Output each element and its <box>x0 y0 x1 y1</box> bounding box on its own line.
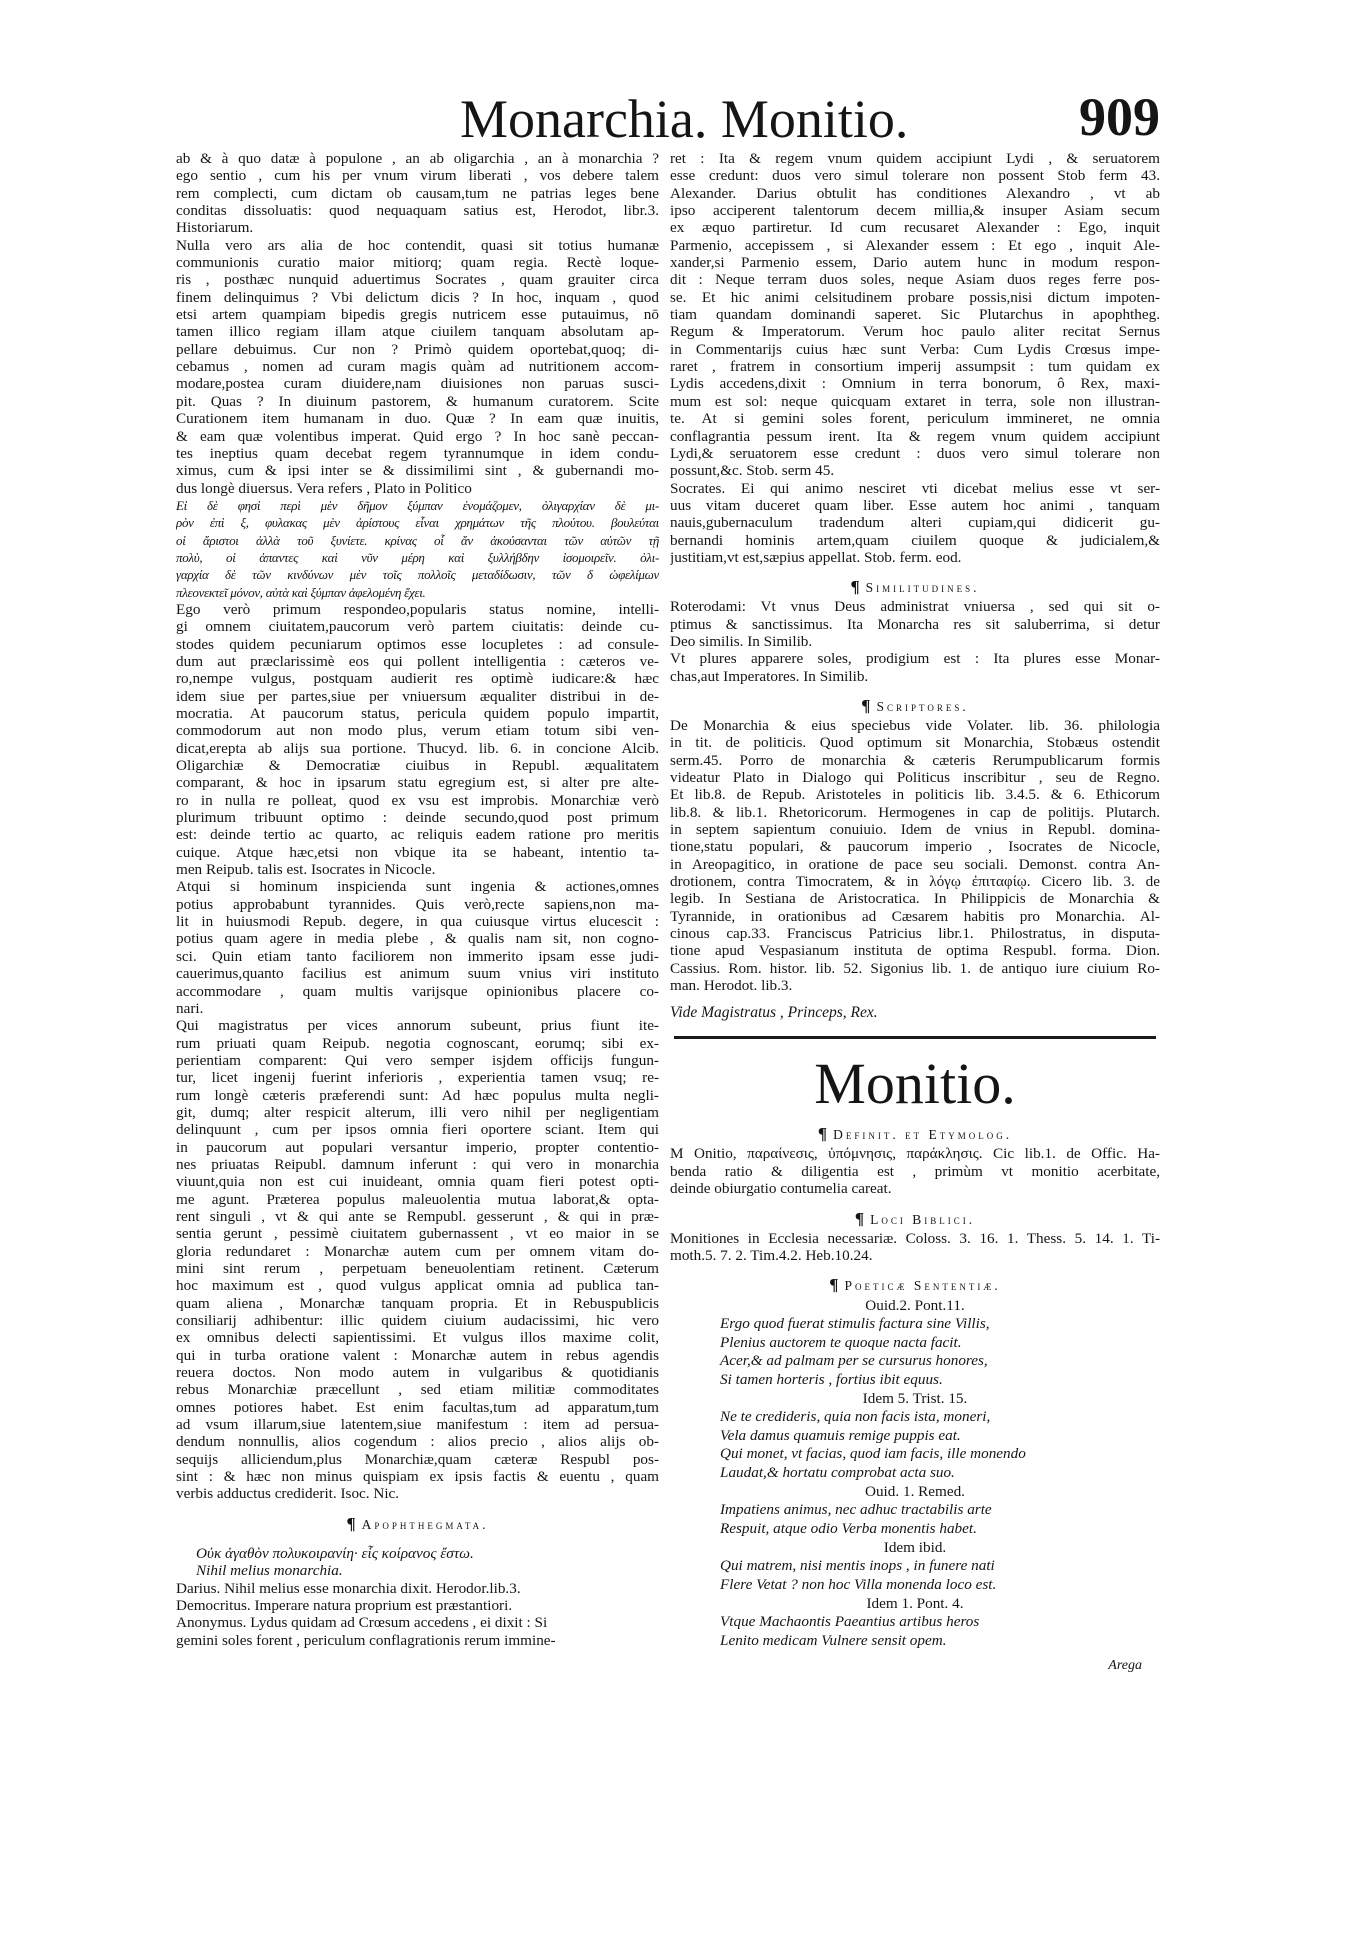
text-line: in Areopagitico, in oratione de pace seu sociali. Demonst. contra An- <box>670 855 1160 873</box>
definition-line: M Onitio, παραίνεσις, ὑπόμνησις, παράκλησις. Cic lib.1. de Offic. Ha- <box>670 1145 1160 1163</box>
apophthegm-line: gemini soles forent , periculum conflagrationis rerum immine- <box>176 1631 556 1649</box>
monarchia-text-block-1 <box>176 150 659 497</box>
text-line: hoc maximum est , quod vulgus applicat omnia ad publica tan- <box>176 1277 659 1295</box>
text-line: verbis adductus crediderit. Isoc. Nic. <box>176 1485 400 1503</box>
catchword: Arega <box>1108 1657 1142 1673</box>
text-line: Deo similis. In Similib. <box>670 632 813 650</box>
monarchia-text-block-3 <box>176 1017 659 1503</box>
text-line: omnes potiores habet. Est enim facultas,tum ad apparatum,tum <box>176 1398 659 1416</box>
verse-line: Plenius auctorem te quoque nacta facit. <box>720 1333 962 1351</box>
text-line: ex omnibus delecti sapientissimi. Et vulgus illos maxime colit, <box>176 1329 659 1347</box>
text-line: te. At si gemini soles forent, periculum immineret, ne omnia <box>670 410 1160 428</box>
text-line: ret : Ita & regem vnum quidem accipiunt Lydi , & seruatorem <box>670 150 1160 167</box>
pilcrow-icon: ¶ <box>817 1124 828 1144</box>
text-line: ro,nempe vulgus, postquam audierit res optimè iudicare:& hæc <box>176 670 659 688</box>
verse-line: Impatiens animus, nec adhuc tractabilis arte <box>720 1501 992 1519</box>
text-line: Roterodami: Vt vnus Deus administrat vniuersa , sed qui sit o- <box>670 598 1160 616</box>
verse-line: Respuit, atque odio Verba monentis habet. <box>720 1519 977 1537</box>
text-line: pellare debuimus. Cur non ? Primò quidem oportebat,quoq; di- <box>176 340 659 358</box>
text-line: ro in nulla re polleat, quod ex vsu est improbis. Monarchiæ verò <box>176 791 659 809</box>
text-line: consiliarij adhibentur: illic quidem ciuium audacissimi, hic vero <box>176 1312 659 1330</box>
text-line: Ego verò primum respondeo,popularis status nomine, intelli- <box>176 600 659 618</box>
verse-line: Ne te credideris, quia non facis ista, moneri, <box>720 1408 991 1426</box>
apophthegm-line: Anonymus. Lydus quidam ad Crœsum accedens , ei dixit : Si <box>176 1614 548 1632</box>
text-line: Oligarchiæ & Democratiæ ciuibus in Republ. æqualitatem <box>176 757 659 775</box>
text-line: raret , fratrem in consortium imperij assumpsit : tum quidam ex <box>670 358 1160 376</box>
text-line: rent singuli , vt & qui ante se Rempubl. gesserunt , & qui in præ- <box>176 1207 659 1225</box>
text-line: cinous cap.33. Franciscus Patricius libr.1. Philostratus, in disputa- <box>670 925 1160 943</box>
verse-line: Acer,& ad palmam per se cursurus honores, <box>720 1352 988 1370</box>
text-line: git, dumq; alter respicit alterum, illi vero nihil per negligentiam <box>176 1103 659 1121</box>
text-line: rum longè cæteris præferendi sunt: Ad hæc populus multa negli- <box>176 1086 659 1104</box>
text-line: ptimus & sanctissimus. Ita Monarcha res sit saluberrima, si detur <box>670 615 1160 633</box>
verse-line: Vtque Machaontis Paeantius artibus heros <box>720 1613 980 1631</box>
text-line: rebus Monarchiæ præcellunt , sed etiam militiæ commoditates <box>176 1381 659 1399</box>
text-line: Et lib.8. de Repub. Aristoteles in politicis lib. 3.4.5. & 6. Ethicorum <box>670 786 1160 804</box>
text-line: tur, licet ingenij fuerint inferioris , experientia tamen vsuq; re- <box>176 1069 659 1087</box>
running-head <box>460 88 1160 150</box>
text-line: in Commentarijs cuius hæc sunt Verba: Cum Lydis Crœsus impe- <box>670 340 1160 358</box>
text-line: Parmenio, accepissem , si Alexander essem : Et ego , inquit Ale- <box>670 236 1160 254</box>
text-line: xander,si Parmenio essem, Dario autem hunc in modum respon- <box>670 254 1160 272</box>
pilcrow-icon: ¶ <box>829 1275 839 1295</box>
text-line: delinquunt , cum per ipsos omnia fieri oportere sciant. Item qui <box>176 1121 659 1139</box>
section-heading-apophthegmata: ¶ Apophthegmata. <box>346 1513 489 1533</box>
text-line: Vt plures apparere soles, prodigium est : Ita plures esse Monar- <box>670 650 1160 668</box>
text-line: accommodare , quam multis varijsque opinionibus placere co- <box>176 982 659 1000</box>
text-line: lit in huiusmodi Repub. degere, in qua cuiusque virtus elucescit : <box>176 913 659 931</box>
definition-line: benda ratio & diligentia est , primùm vt monitio acerbitate, <box>670 1162 1160 1180</box>
text-line: Cassius. Rom. histor. lib. 52. Sigonius lib. 1. de antiquo iure ciuium Ro- <box>670 959 1160 977</box>
text-line: etsi artem quampiam bipedis gregis nutricem esse putauimus, nō <box>176 306 659 324</box>
text-line: dus longè diuersus. Vera refers , Plato in Politico <box>176 479 472 497</box>
spacer <box>670 566 1160 576</box>
text-line: sint : & hæc non minus quispiam ex ipsis factis & euentu , quam <box>176 1468 659 1486</box>
text-line: Historiarum. <box>176 219 254 237</box>
monarchia-text-continued <box>670 150 1160 566</box>
verse-line: Ergo quod fuerat stimulis factura sine Villis, <box>720 1315 990 1333</box>
greek-line: πλεονεκτεῖ μόνον, αὐτὰ καὶ ξύμπαν ἀφελομένη ἔχει. <box>176 584 426 600</box>
text-line: Curationem item humanam in duo. Quæ ? In eam quæ inuitis, <box>176 410 659 428</box>
text-line: Alexander. Darius obtulit has conditiones Alexandro , vt ab <box>670 184 1160 202</box>
text-line: cuique. Atque hæc,etsi non vbique ita se habeant, intentio ta- <box>176 843 659 861</box>
text-line: rem complecti, cum dictam ob causam,tum ne patrias leges bene <box>176 184 659 202</box>
text-line: ad vsum illarum,siue latentem,siue manifestum : item ad persua- <box>176 1416 659 1434</box>
scriptores-text <box>670 717 1160 995</box>
text-line: cauerimus,quanto facilius est animum suum vnius viri instituto <box>176 965 659 983</box>
text-line: sentia gerunt , pessimè ciuitatem gubernassent , vt eo maior in se <box>176 1225 659 1243</box>
text-line: chas,aut Imperatores. In Similib. <box>670 667 869 685</box>
text-line: perientiam comparent: Qui vero semper isjdem officijs fungun- <box>176 1051 659 1069</box>
spacer <box>176 1503 659 1513</box>
text-line: Regum & Imperatorum. Verum hoc paulo aliter recitat Sernus <box>670 323 1160 341</box>
text-line: Atqui si hominum inspicienda sunt ingenia & actiones,omnes <box>176 878 659 896</box>
section-divider-rule <box>674 1036 1156 1039</box>
text-line: tiam quandam dominandi saperet. Sic Plutarchus in apophtheg. <box>670 306 1160 324</box>
text-line: videatur Plato in Dialogo qui Politicus inscribitur , seu de Regno. <box>670 769 1160 786</box>
text-line: plurimum tribuunt optimo : deinde secundo,quod post primum <box>176 809 659 827</box>
text-line: nari. <box>176 999 204 1017</box>
catchword-row <box>670 1650 1160 1674</box>
text-line: in septem sapientum conuiuio. Idem de vnius in Republ. domina- <box>670 821 1160 839</box>
definition-text <box>670 1145 1160 1197</box>
text-line: cebamus , nomen ad curam magis quàm ad nutritionem accom- <box>176 358 659 376</box>
text-line: tione apud Vespasianum instituta de optima Respubl. forma. Dion. <box>670 942 1160 960</box>
pilcrow-icon: ¶ <box>854 1208 865 1228</box>
loci-biblici-text <box>670 1230 1160 1265</box>
verse-line: Vela damus quamuis remige puppis eat. <box>720 1426 961 1444</box>
poem-source-heading: Idem ibid. <box>883 1539 947 1557</box>
definition-line: deinde obiurgatio contumelia careat. <box>670 1180 892 1198</box>
text-line: justitiam,vt est,sæpius appellat. Stob. ferm. eod. <box>670 548 962 566</box>
poem-source-heading: Idem 5. Trist. 15. <box>862 1390 968 1408</box>
text-line: me agunt. Præterea populus maleuolentia mutua laborat,& opta- <box>176 1190 659 1208</box>
text-line: uus vitam duceret quam liber. Esse autem hoc animi , tanquam <box>670 496 1160 514</box>
poem-source-heading: Ouid.2. Pont.11. <box>865 1297 965 1315</box>
text-line: finem delinquimus ? Vbi delictum dicis ? In hoc, inquam , quod <box>176 288 659 306</box>
text-line: ximus, cum & ipsi inter se & dissimilimi sint , & gubernandi mo- <box>176 462 659 480</box>
text-line: ab & à quo datæ à populone , an ab oligarchia , an à monarchia ? <box>176 150 659 167</box>
text-line: pit. Quas ? In diuinum pastorem, & humanum curatorem. Scite <box>176 392 659 410</box>
text-line: ex æquo partiretur. Id cum recusaret Alexander : Ego, inquit <box>670 219 1160 237</box>
text-line: & eam quæ volentibus imperat. Quid ergo ? In hoc sanè peccan- <box>176 427 659 445</box>
verse-line: Qui matrem, nisi mentis inops , in funere nati <box>720 1557 995 1575</box>
text-line: Lydis accedens,dixit : Omnium in terra bonorum, ô Rex, maxi- <box>670 375 1160 393</box>
monarchia-text-block-2 <box>176 601 659 1017</box>
text-line: sequijs alliciendum,plus Monarchiæ,quam cæteræ Respubl pos- <box>176 1450 659 1468</box>
text-line: conditas dissoluatis: quod nequaquam satius est, Herodot, libr.3. <box>176 202 659 220</box>
verse-line: Laudat,& hortatu comprobat acta suo. <box>720 1463 955 1481</box>
text-line: viuunt,quia non est cui inuideant, omnia quam fieri potest opti- <box>176 1173 659 1191</box>
text-line: tamen illico regiam illam atque ciuilem tanquam absolutam ap- <box>176 323 659 341</box>
text-line: lib.8. & lib.1. Rhetoricorum. Hermogenes in cap de politijs. Plutarch. <box>670 803 1160 821</box>
text-line: dum aut præclarissimè eos qui pollent intelligentia : cæteros ve- <box>176 652 659 670</box>
spacer <box>670 685 1160 695</box>
text-line: dit : Neque terram duos soles, neque Asiam duos reges ferre pos- <box>670 271 1160 289</box>
section-heading-definit: ¶ Definit. et Etymolog. <box>817 1124 1013 1144</box>
section-heading-loci-biblici: ¶ Loci Biblici. <box>854 1208 976 1228</box>
text-line: esse credunt: duos vero simul tolerare non possent Stob ferm 43. <box>670 167 1160 185</box>
text-line: reuera doctos. Non modo autem in vulgaribus & quotidianis <box>176 1364 659 1382</box>
spacer <box>176 1535 659 1545</box>
text-line: De Monarchia & eius speciebus vide Volater. lib. 36. philologia <box>670 716 1160 734</box>
text-line: ris , posthæc nunquid aduertimus Socrates , quam grauiter circa <box>176 271 659 289</box>
greek-line: πολὺ, οἱ ἀπαντες καὶ νῦν μέρη καὶ ξυλλήβδην ἰσομοιρεῖν. ὀλι- <box>176 549 659 565</box>
text-line: mocratia. At paucorum status, pericula quidem populo impartit, <box>176 705 659 722</box>
text-line: potius approbabunt tyrannides. Quis verò,recte sapiens,non ma- <box>176 895 659 913</box>
text-line: se. Et hic animi celsitudinem probare possis,nisi dictum impoten- <box>670 288 1160 306</box>
text-line: tes ineptius quam decebat regem tyrannumque in idem condu- <box>176 444 659 462</box>
spacer <box>670 1198 1160 1208</box>
text-line: dendum nonnullis, alios cogendum : alios precio , alios alijs ob- <box>176 1433 659 1451</box>
apophthegm-line: Democritus. Imperare natura proprium est præstantiori. <box>176 1596 513 1614</box>
text-line: comparant, & hoc in ipsarum statu egregium est, si alter pre alte- <box>176 774 659 792</box>
section-heading-poeticae: ¶ Poeticæ Sententiæ. <box>829 1275 1001 1295</box>
text-line: Qui magistratus per vices annorum subeunt, prius fiunt ite- <box>176 1017 659 1035</box>
text-line: moth.5. 7. 2. Tim.4.2. Heb.10.24. <box>670 1246 873 1264</box>
apophthegm-line: Darius. Nihil melius esse monarchia dixit. Herodor.lib.3. <box>176 1579 521 1597</box>
text-line: drotionem, contra Timocratem, & in λόγῳ ἐπιταφίῳ. Cicero lib. 3. de <box>670 873 1160 891</box>
greek-line: Εἰ δὲ φησὶ περὶ μὲν δῆμον ξύμπαν ἐνομάζομεν, ὀλιγαρχίαν δὲ μι- <box>176 497 659 513</box>
apophthegm-line: Nihil melius monarchia. <box>196 1562 343 1580</box>
text-line: stodes quidem pecuniarum optimos esse locupletes : ad consule- <box>176 635 659 653</box>
text-line: nes priuatas Reipubl. damnum inferunt : qui vero in monarchia <box>176 1155 659 1173</box>
page-title: Monarchia. Monitio. <box>460 89 909 149</box>
greek-line: γαρχία δὲ τῶν κινδύνων μὲν τοῖς πολλοῖς μεταδίδωσιν, τῶν δ ὠφελίμων <box>176 567 659 583</box>
text-line: quam aliena , Monarchæ tanquam propria. Et in Rebuspublicis <box>176 1294 659 1312</box>
greek-line: ρὸν ἐπὶ ξ, φυλακας μὲν ἀρίστους εἶναι χρημάτων τῆς πλούτου. βουλεύται <box>176 515 659 531</box>
text-line: Socrates. Ei qui animo nesciret vti dicebat melius esse vt ser- <box>670 479 1160 497</box>
apophthegm-line: Οὐκ ἀγαθὸν πολυκοιρανίη· εἷς κοίρανος ἔστω. <box>196 1544 474 1562</box>
text-line: Tyrannide, in orationibus ad Cæsarem habitis pro Monarchia. Al- <box>670 907 1160 925</box>
text-line: mini sint rerum , perpetuam beneuolentiam retinent. Cæterum <box>176 1260 659 1277</box>
text-line: mum est sol: neque quicquam extaret in terra, sole non illustran- <box>670 392 1160 410</box>
text-line: dicat,erepta ab alijs sua portione. Thucyd. lib. 6. in concione Alcib. <box>176 739 659 757</box>
text-line: ego sentio , cum his per vnum virum liberati , vos debere talem <box>176 167 659 185</box>
text-line: Monitiones in Ecclesia necessariæ. Coloss. 3. 16. 1. Thess. 5. 14. 1. Ti- <box>670 1229 1160 1247</box>
verse-line: Lenito medicam Vulnere sensit opem. <box>720 1631 947 1649</box>
verse-line: Flere Vetat ? non hoc Villa monenda loco est. <box>720 1575 997 1593</box>
spacer <box>670 1264 1160 1274</box>
text-line: rum priuati quam Reipub. negotia cognoscant, eorumq; sibi ex- <box>176 1034 659 1052</box>
text-line: ipso acciperent talentorum decem millia,& insuper Asiam secum <box>670 202 1160 220</box>
text-line: idem siue per partes,siue per vniuersum æqualiter distribui in de- <box>176 687 659 705</box>
right-column <box>670 150 1160 1674</box>
page-number: 909 <box>1079 87 1160 147</box>
text-line: in tit. de politicis. Quod optimum sit Monarchia, Stobæus ostendit <box>670 734 1160 752</box>
text-line: sci. Quin etiam tanto faciliorem non immerito ipsam esse judi- <box>176 947 659 965</box>
pilcrow-icon: ¶ <box>861 695 871 715</box>
left-column <box>176 150 659 1649</box>
text-line: possunt,&c. Stob. serm 45. <box>670 462 835 480</box>
text-line: gloria redundaret : Monarchæ autem cum per omnem vitam do- <box>176 1242 659 1260</box>
text-line: conflagrantia pessum irent. Ita & regem vnum quidem accipiunt <box>670 427 1160 445</box>
greek-quotation <box>176 497 659 601</box>
monitio-title: Monitio. <box>814 1051 1016 1117</box>
poem-source-heading: Ouid. 1. Remed. <box>865 1483 965 1501</box>
text-line: potius quam agere in media plebe , & qualis nam sit, non cogno- <box>176 930 659 948</box>
text-line: man. Herodot. lib.3. <box>670 977 793 995</box>
text-line: legib. In Sestiana de Aristocratica. In Philippicis de Monarchia & <box>670 890 1160 908</box>
verse-line: Qui monet, vt facias, quod iam facis, ille monendo <box>720 1445 1026 1463</box>
text-line: bernandi hominis artem,quam ciuilem quoque & judicialem,& <box>670 531 1160 549</box>
poetic-sentences <box>670 1296 1160 1650</box>
text-line: Lydi,& seruatorem esse credunt : duos vero simul tolerare non <box>670 444 1160 462</box>
see-also-line: Vide Magistratus , Princeps, Rex. <box>670 1004 878 1022</box>
text-line: nauis,gubernaculum tradendum alteri cupiam,qui didicerit gu- <box>670 514 1160 532</box>
greek-line: οἱ ἄριστοι ἀλλὰ τοῦ ξυνίετε. κρίνας οἷ ἄν ἀκούσανται τῶν αὐτῶν τῇ <box>176 532 659 548</box>
text-line: serm.45. Porro de monarchia & cæteris Rerumpublicarum formis <box>670 751 1160 769</box>
text-line: tione,statu populari, & paucorum imperio , Isocrates de Nicocle, <box>670 838 1160 856</box>
pilcrow-icon: ¶ <box>850 577 860 597</box>
similitudines-text <box>670 598 1160 685</box>
poem-source-heading: Idem 1. Pont. 4. <box>866 1595 964 1613</box>
text-line: est: deinde tertio ac quarto, ac reliquis eadem ratione pro meritis <box>176 826 659 844</box>
text-line: commodorum aut non modo plus, verum etiam totum sibi ven- <box>176 722 659 740</box>
section-heading-scriptores: ¶ Scriptores. <box>861 695 969 715</box>
text-line: modare,postea curam diuidere,nam diuisiones non paruas susci- <box>176 375 659 393</box>
pilcrow-icon: ¶ <box>346 1513 356 1533</box>
verse-line: Si tamen horteris , fortius ibit equus. <box>720 1370 943 1388</box>
text-line: men Reipub. talis est. Isocrates in Nicocle. <box>176 861 436 879</box>
text-line: communionis curatio maior mitiorq; quam regia. Rectè loque- <box>176 254 659 272</box>
text-line: gi omnem ciuitatem,paucorum verò partem ciuitatis: deinde cu- <box>176 618 659 636</box>
text-line: qui in turba oratione valent : Monarchæ autem in rebus agendis <box>176 1346 659 1364</box>
section-heading-similitudines: ¶ Similitudines. <box>850 577 980 597</box>
apophthegmata-list <box>176 1545 659 1649</box>
text-line: in paucorum aut populari versantur imperio, propter contentio- <box>176 1138 659 1156</box>
text-line: Nulla vero ars alia de hoc contendit, quasi sit totius humanæ <box>176 236 659 254</box>
